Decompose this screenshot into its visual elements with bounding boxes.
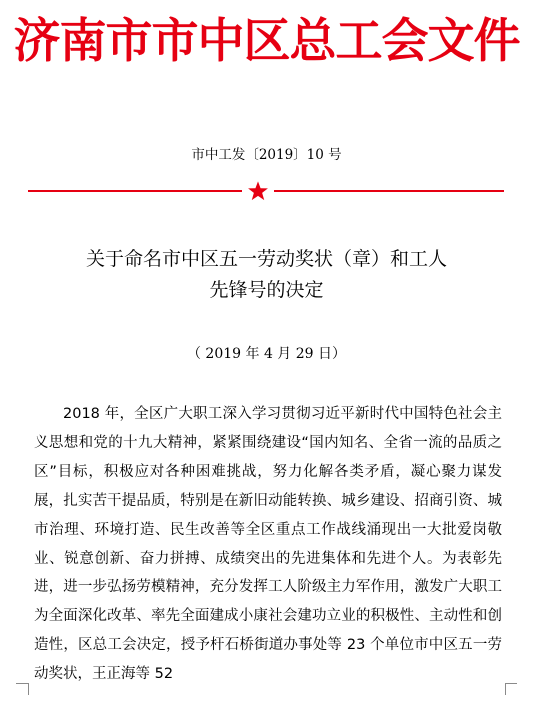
- red-divider-left: [28, 190, 242, 192]
- crop-mark-bottom-right-v: [505, 683, 506, 695]
- crop-mark-bottom-left-h: [16, 683, 28, 684]
- star-icon: [247, 180, 269, 202]
- document-title: [0, 244, 533, 306]
- crop-mark-bottom-left-v: [28, 683, 29, 695]
- document-title-line-2: 先锋号的决定: [209, 279, 324, 301]
- red-masthead-title: 济南市市中区总工会文件: [13, 13, 520, 69]
- document-number: 市中工发〔2019〕10 号: [191, 147, 342, 163]
- document-date: （ 2019 年 4 月 29 日）: [186, 346, 347, 362]
- document-title-line-1: 关于命名市中区五一劳动奖状（章）和工人: [85, 248, 447, 270]
- red-divider-right: [274, 190, 504, 192]
- crop-mark-bottom-right-h: [505, 683, 517, 684]
- body-paragraph: 2018 年，全区广大职工深入学习贯彻习近平新时代中国特色社会主义思想和党的十九大精神，紧紧围绕建设“国内知名、全省一流的品质之区”目标，积极应对各种困难挑战，努力化解各类矛盾，凝心聚力谋发展，扎实苦干提品质，特别是在新旧动能转换、城乡建设、招商引资、城市治理、环境打造、民生改善等全区重点工作战线涌现出一大批爱岗敬业、锐意创新、奋力拼搏、成绩突出的先进集体和先进个人。为表彰先进，进一步弘扬劳模精神，充分发挥工人阶级主力军作用，激发广大职工为全面深化改革、率先全面建成小康社会建功立业的积极性、主动性和创造性，区总工会决定，授予杆石桥街道办事处等 23 个单位市中区五一劳动奖状，王正海等 52: [34, 406, 502, 683]
